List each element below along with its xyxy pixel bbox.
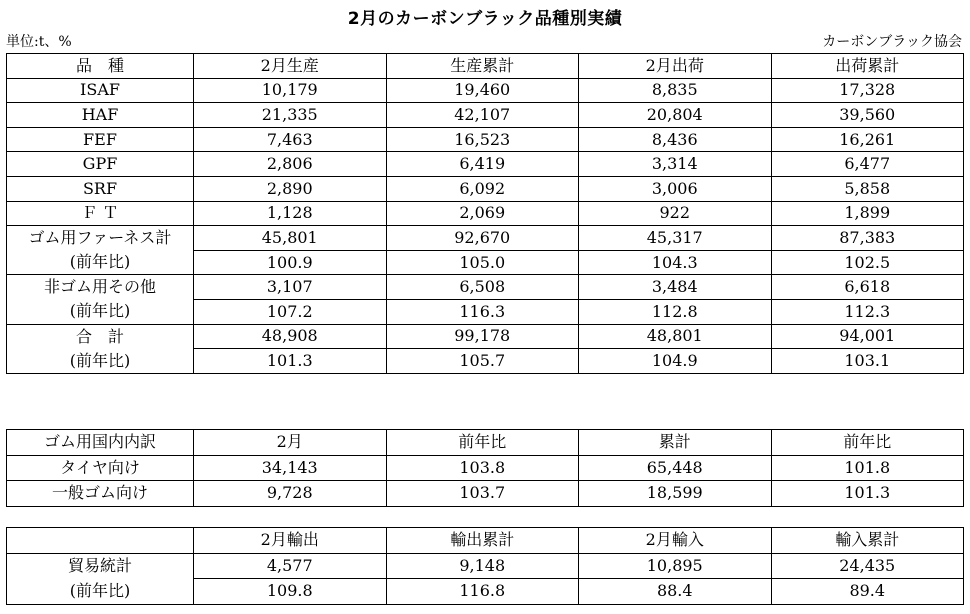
table-cell: 116.8	[386, 579, 579, 605]
table-cell: 7,463	[194, 127, 387, 152]
table-row	[7, 455, 964, 481]
table-cell: 8,835	[579, 78, 772, 103]
table-header-row	[7, 430, 964, 456]
table-row	[7, 250, 964, 275]
table-cell: 103.8	[386, 455, 579, 481]
header-cell: 品 種	[7, 54, 194, 79]
table-cell: 19,460	[386, 78, 579, 103]
table-cell: 2,806	[194, 152, 387, 177]
table-cell: 42,107	[386, 103, 579, 128]
table-cell: 9,728	[194, 481, 387, 507]
table-cell: 3,484	[579, 275, 772, 300]
table-cell: 6,419	[386, 152, 579, 177]
table-cell: 10,179	[194, 78, 387, 103]
table-cell: 5,858	[771, 176, 964, 201]
row-label: (前年比)	[7, 579, 194, 605]
table-cell: 4,577	[194, 553, 387, 579]
row-label: Ｆ Ｔ	[7, 201, 194, 226]
row-label: (前年比)	[7, 250, 194, 275]
table-row	[7, 579, 964, 605]
header-cell: 2月	[194, 430, 387, 456]
table-cell: 104.3	[579, 250, 772, 275]
table-cell: 112.3	[771, 299, 964, 324]
table-row	[7, 78, 964, 103]
table-cell: 116.3	[386, 299, 579, 324]
header-cell: 出荷累計	[771, 54, 964, 79]
table-row	[7, 275, 964, 300]
row-label: 非ゴム用その他	[7, 275, 194, 300]
header-cell: 生産累計	[386, 54, 579, 79]
table-cell: 1,899	[771, 201, 964, 226]
header-cell: 2月生産	[194, 54, 387, 79]
table-cell: 48,908	[194, 324, 387, 349]
table-cell: 3,107	[194, 275, 387, 300]
table-cell: 922	[579, 201, 772, 226]
row-label: ISAF	[7, 78, 194, 103]
trade-statistics-table	[6, 527, 964, 605]
table-cell: 6,618	[771, 275, 964, 300]
table-row	[7, 299, 964, 324]
table-row	[7, 152, 964, 177]
header-cell: 輸出累計	[386, 528, 579, 554]
table-cell: 103.7	[386, 481, 579, 507]
row-label: 一般ゴム向け	[7, 481, 194, 507]
table-cell: 39,560	[771, 103, 964, 128]
unit-label: 単位:t、%	[6, 34, 72, 50]
table-cell: 101.3	[771, 481, 964, 507]
table-cell: 87,383	[771, 226, 964, 251]
header-cell: 2月出荷	[579, 54, 772, 79]
table-cell: 112.8	[579, 299, 772, 324]
header-cell	[7, 528, 194, 554]
table-row	[7, 226, 964, 251]
table-cell: 20,804	[579, 103, 772, 128]
table-cell: 101.3	[194, 349, 387, 374]
table-cell: 6,092	[386, 176, 579, 201]
header-cell: 累計	[579, 430, 772, 456]
header-cell: 前年比	[386, 430, 579, 456]
table-cell: 45,801	[194, 226, 387, 251]
table-header-row	[7, 54, 964, 79]
source-label: カーボンブラック協会	[822, 34, 962, 50]
row-label: ゴム用ファーネス計	[7, 226, 194, 251]
row-label: GPF	[7, 152, 194, 177]
table-row	[7, 324, 964, 349]
table-cell: 100.9	[194, 250, 387, 275]
table-cell: 105.0	[386, 250, 579, 275]
row-label: FEF	[7, 127, 194, 152]
table-cell: 102.5	[771, 250, 964, 275]
table-cell: 45,317	[579, 226, 772, 251]
table-header-row	[7, 528, 964, 554]
table-cell: 88.4	[579, 579, 772, 605]
header-cell: 2月輸出	[194, 528, 387, 554]
table-cell: 10,895	[579, 553, 772, 579]
table-cell: 3,006	[579, 176, 772, 201]
table-cell: 3,314	[579, 152, 772, 177]
table-cell: 104.9	[579, 349, 772, 374]
table-cell: 101.8	[771, 455, 964, 481]
table-cell: 48,801	[579, 324, 772, 349]
table-cell: 34,143	[194, 455, 387, 481]
table-cell: 6,477	[771, 152, 964, 177]
table-cell: 109.8	[194, 579, 387, 605]
row-label: HAF	[7, 103, 194, 128]
row-label: タイヤ向け	[7, 455, 194, 481]
header-cell: 輸入累計	[771, 528, 964, 554]
table-cell: 1,128	[194, 201, 387, 226]
table-cell: 9,148	[386, 553, 579, 579]
table-cell: 105.7	[386, 349, 579, 374]
table-cell: 8,436	[579, 127, 772, 152]
table-row	[7, 201, 964, 226]
table-row	[7, 553, 964, 579]
row-label: SRF	[7, 176, 194, 201]
table-row	[7, 349, 964, 374]
domestic-breakdown-table	[6, 429, 964, 507]
table-cell: 103.1	[771, 349, 964, 374]
table-cell: 6,508	[386, 275, 579, 300]
table-cell: 94,001	[771, 324, 964, 349]
table-row	[7, 481, 964, 507]
row-label: (前年比)	[7, 349, 194, 374]
table-row	[7, 176, 964, 201]
table-row	[7, 127, 964, 152]
row-label: 合 計	[7, 324, 194, 349]
table-cell: 99,178	[386, 324, 579, 349]
table-cell: 17,328	[771, 78, 964, 103]
production-shipment-table	[6, 53, 964, 374]
table-cell: 65,448	[579, 455, 772, 481]
header-cell: ゴム用国内内訳	[7, 430, 194, 456]
table-cell: 16,523	[386, 127, 579, 152]
table-cell: 18,599	[579, 481, 772, 507]
page-title: 2月のカーボンブラック品種別実績	[347, 9, 623, 29]
table-cell: 89.4	[771, 579, 964, 605]
table-cell: 16,261	[771, 127, 964, 152]
table-cell: 2,069	[386, 201, 579, 226]
row-label: (前年比)	[7, 299, 194, 324]
table-cell: 107.2	[194, 299, 387, 324]
table-cell: 21,335	[194, 103, 387, 128]
header-cell: 前年比	[771, 430, 964, 456]
table-cell: 92,670	[386, 226, 579, 251]
table-cell: 2,890	[194, 176, 387, 201]
table-cell: 24,435	[771, 553, 964, 579]
row-label: 貿易統計	[7, 553, 194, 579]
header-cell: 2月輸入	[579, 528, 772, 554]
table-row	[7, 103, 964, 128]
